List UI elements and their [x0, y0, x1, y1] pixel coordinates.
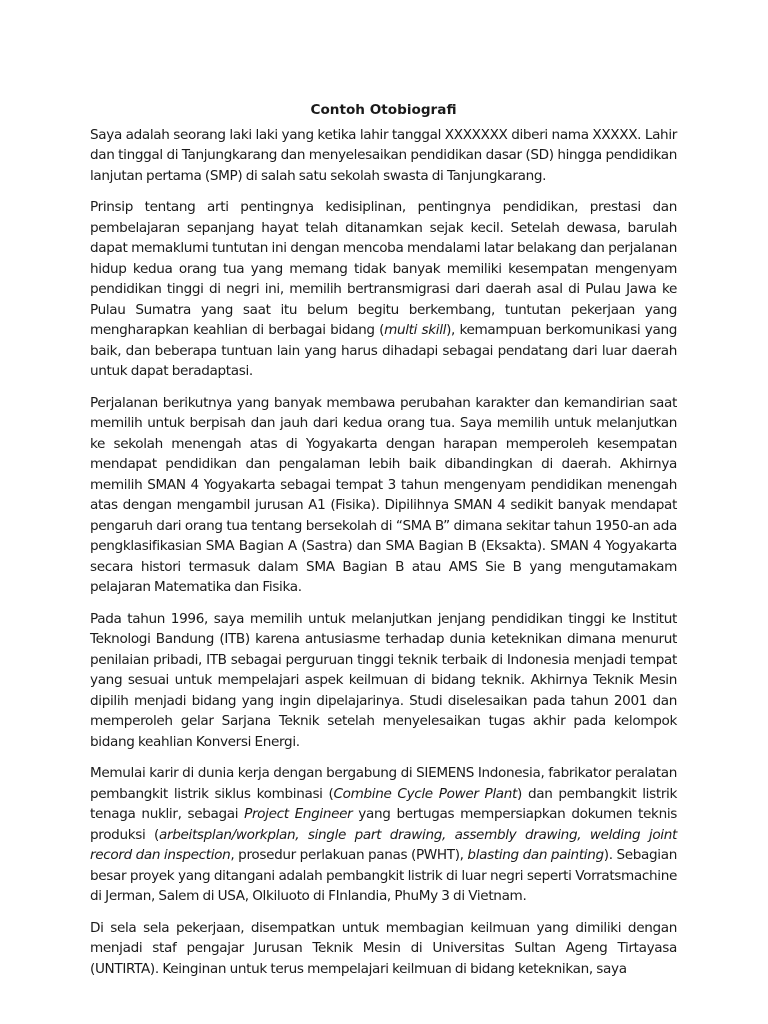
- paragraph-text: Perjalanan berikutnya yang banyak membawa perubahan karakter dan kemandirian saat memilih untuk berpisah dan jauh dari kedua orang tua. Saya memilih untuk melanjutkan ke sekolah menengah atas di Yogyakarta dengan harapan memperoleh kesempatan mendapat pendidikan dan pengalaman lebih baik dibandingkan di daerah. Akhirnya memilih SMAN 4 Yogyakarta sebagai tempat 3 tahun mengenyam pendidikan menengah atas dengan mengambil jurusan A1 (Fisika). Dipilihnya SMAN 4 sedikit banyak mendapat pengaruh dari orang tua tentang bersekolah di “SMA B” dimana sekitar tahun 1950-an ada pengklasifikasian SMA Bagian A (Sastra) dan SMA Bagian B (Eksakta). SMAN 4 Yogyakarta secara histori termasuk dalam SMA Bagian B atau AMS Sie B yang mengutamakam pelajaran Matematika dan Fisika.: [90, 394, 677, 595]
- paragraph: [90, 609, 677, 753]
- paragraph-italic-text: arbeitsplan/workplan, single part drawing, assembly drawing, welding joint record dan inspection: [90, 826, 677, 863]
- paragraph-text: ), kemampuan berkomunikasi yang baik, dan beberapa tuntuan lain yang harus dihadapi sebagai pendatang dari luar daerah untuk dapat beradaptasi.: [90, 322, 677, 379]
- paragraph: [90, 125, 677, 187]
- paragraph-text: ). Sebagian besar proyek yang ditangani adalah pembangkit listrik di luar negri seperti Vorratsmachine di Jerman, Salem di USA, Olkiluoto di FInlandia, PhuMy 3 di Vietnam.: [90, 847, 677, 904]
- paragraph-text: Pada tahun 1996, saya memilih untuk melanjutkan jenjang pendidikan tinggi ke Institut Teknologi Bandung (ITB) karena antusiasme terhadap dunia keteknikan dimana menurut penilaian pribadi, ITB sebagai perguruan tinggi teknik terbaik di Indonesia menjadi tempat yang sesuai untuk mempelajari aspek keilmuan di bidang teknik. Akhirnya Teknik Mesin dipilih menjadi bidang yang ingin dipelajarinya. Studi diselesaikan pada tahun 2001 dan memperoleh gelar Sarjana Teknik setelah menyelesaikan tugas akhir pada kelompok bidang keahlian Konversi Energi.: [90, 610, 677, 750]
- paragraph-text: Prinsip tentang arti pentingnya kedisiplinan, pentingnya pendidikan, prestasi dan pembelajaran sepanjang hayat telah ditanamkan sejak kecil. Setelah dewasa, barulah dapat memaklumi tuntutan ini dengan mencoba mendalami latar belakang dan perjalanan hidup kedua orang tua yang memang tidak banyak memiliki kesempatan mengenyam pendidikan tinggi di negri ini, memilih bertransmigrasi dari daerah asal di Pulau Jawa ke Pulau Sumatra yang saat itu belum begitu berkembang, tuntutan pekerjaan yang mengharapkan keahlian di berbagai bidang (: [90, 199, 677, 338]
- paragraph: [90, 918, 677, 980]
- paragraph: [90, 393, 677, 598]
- paragraph-italic-text: multi skill: [384, 322, 447, 338]
- paragraph-text: yang bertugas mempersiapkan dokumen teknis produksi (: [90, 806, 678, 843]
- paragraph-text: , prosedur perlakuan panas (PWHT),: [230, 847, 468, 863]
- paragraph-text: Di sela sela pekerjaan, disempatkan untuk membagian keilmuan yang dimiliki dengan menjadi staf pengajar Jurusan Teknik Mesin di Universitas Sultan Ageng Tirtayasa (UNTIRTA). Keinginan untuk terus mempelajari keilmuan di bidang keteknikan, saya: [90, 919, 677, 977]
- paragraph: [90, 763, 677, 907]
- paragraph: [90, 197, 677, 382]
- paragraph-italic-text: Project Engineer: [244, 806, 353, 822]
- paragraph-text: Memulai karir di dunia kerja dengan bergabung di SIEMENS Indonesia, fabrikator peralatan pembangkit listrik siklus kombinasi (: [90, 765, 677, 802]
- paragraph-italic-text: blasting dan painting: [467, 847, 604, 863]
- document-page: [90, 100, 677, 990]
- document-title: Contoh Otobiografi: [310, 102, 457, 118]
- paragraph-text: ) dan pembangkit listrik tenaga nuklir, sebagai: [90, 785, 678, 822]
- paragraph-text: Saya adalah seorang laki laki yang ketika lahir tanggal XXXXXXX diberi nama XXXXX. Lahir dan tinggal di Tanjungkarang dan menyelesaikan pendidikan dasar (SD) hingga pendidikan lanjutan pertama (SMP) di salah satu sekolah swasta di Tanjungkarang.: [90, 126, 677, 184]
- paragraph-italic-text: Combine Cycle Power Plant: [333, 785, 518, 802]
